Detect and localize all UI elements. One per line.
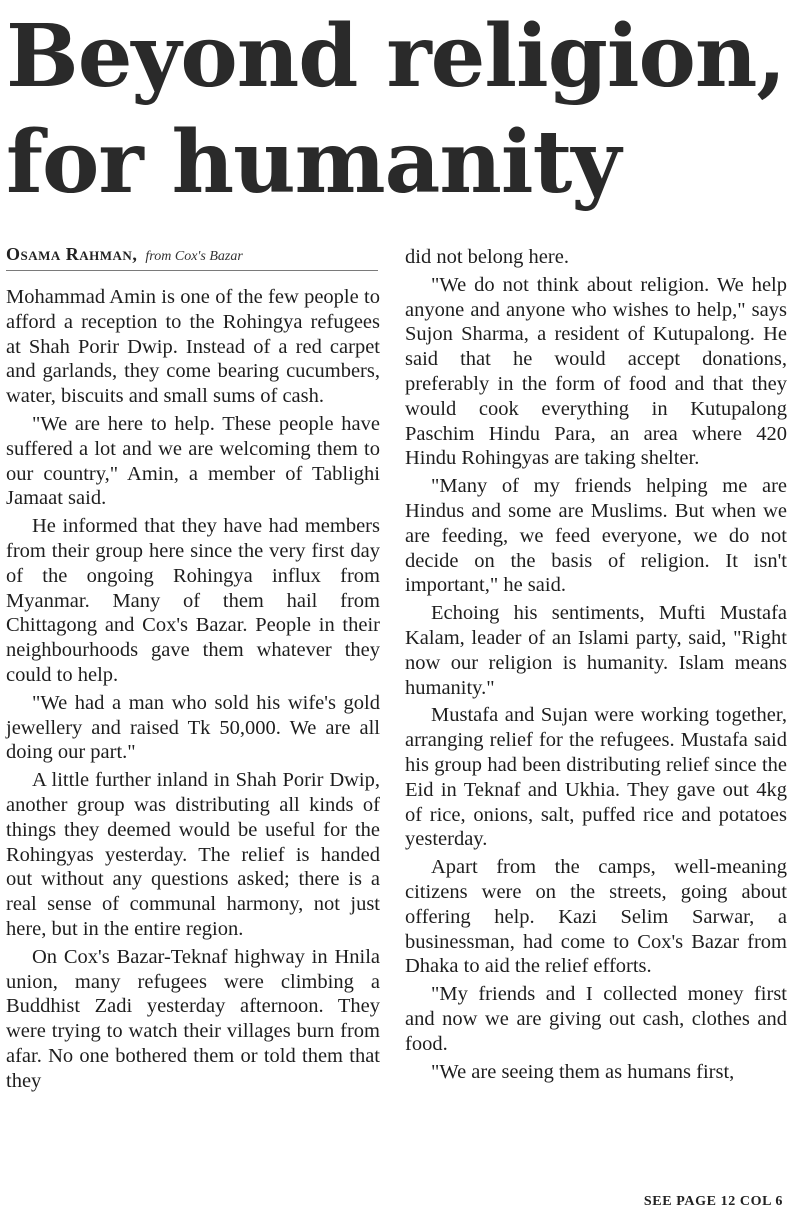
paragraph: "We are here to help. These people have suffered a lot and we are welcoming them to our country," Amin, a member of Tablighi Jamaat said. [6, 412, 380, 510]
left-column [6, 285, 380, 1097]
right-column [405, 245, 787, 1087]
paragraph: He informed that they have had members from their group here since the very first day of the ongoing Rohingya influx from Myanmar. Many of them hail from Chittagong and Cox's Bazar. People in their neighbourhoods gave them whatever they could to help. [6, 515, 380, 686]
headline [6, 4, 791, 216]
paragraph: did not belong here. [405, 246, 569, 268]
paragraph: Mustafa and Sujan were working together, arranging relief for the refugees. Mustafa said his group had been distributing relief since the Eid in Teknaf and Ukhia. They gave out 4kg of rice, onions, salt, puffed rice and potatoes yesterday. [405, 704, 787, 851]
byline-author: Osama Rahman, [6, 244, 138, 264]
byline [6, 244, 378, 271]
paragraph: "My friends and I collected money first and now we are giving out cash, clothes and food. [405, 983, 787, 1055]
paragraph: "We do not think about religion. We help anyone and anyone who wishes to help," says Sujon Sharma, a resident of Kutupalong. He said that he would accept donations, preferably in the form of food and that they would cook everything in Kutupalong Paschim Hindu Para, an area where 420 Hindu Rohingyas are taking shelter. [405, 273, 787, 470]
paragraph: Mohammad Amin is one of the few people to afford a reception to the Rohingya refugees at Shah Porir Dwip. Instead of a red carpet and garlands, they come bearing cucumbers, water, biscuits and small sums of cash. [6, 286, 380, 408]
paragraph: "We had a man who sold his wife's gold jewellery and raised Tk 50,000. We are all doing our part." [6, 691, 380, 764]
paragraph: On Cox's Bazar-Teknaf highway in Hnila union, many refugees were climbing a Buddhist Zadi yesterday afternoon. They were trying to watch their villages burn from afar. No one bothered them or told them that they [6, 945, 380, 1092]
paragraph: "We are seeing them as humans first, [431, 1060, 735, 1083]
paragraph: A little further inland in Shah Porir Dwip, another group was distributing all kinds of things they deemed would be useful for the Rohingyas yesterday. The relief is handed out without any questions asked; there is a real sense of communal harmony, not just here, but in the entire region. [6, 769, 380, 940]
headline-line-1: Beyond religion, [6, 6, 786, 107]
paragraph: Echoing his sentiments, Mufti Mustafa Kalam, leader of an Islami party, said, "Right now our religion is humanity. Islam means humanity." [405, 602, 787, 699]
byline-location: from Cox's Bazar [145, 249, 243, 264]
paragraph: Apart from the camps, well-meaning citizens were on the streets, going about offering help. Kazi Selim Sarwar, a businessman, had come to Cox's Bazar from Dhaka to aid the relief efforts. [405, 856, 787, 978]
paragraph: "Many of my friends helping me are Hindus and some are Muslims. But when we are feeding, we feed everyone, we do not decide on the basis of religion. It isn't important," he said. [405, 475, 787, 597]
headline-line-2: for humanity [6, 112, 621, 213]
continuation-note: SEE PAGE 12 COL 6 [643, 1194, 783, 1209]
